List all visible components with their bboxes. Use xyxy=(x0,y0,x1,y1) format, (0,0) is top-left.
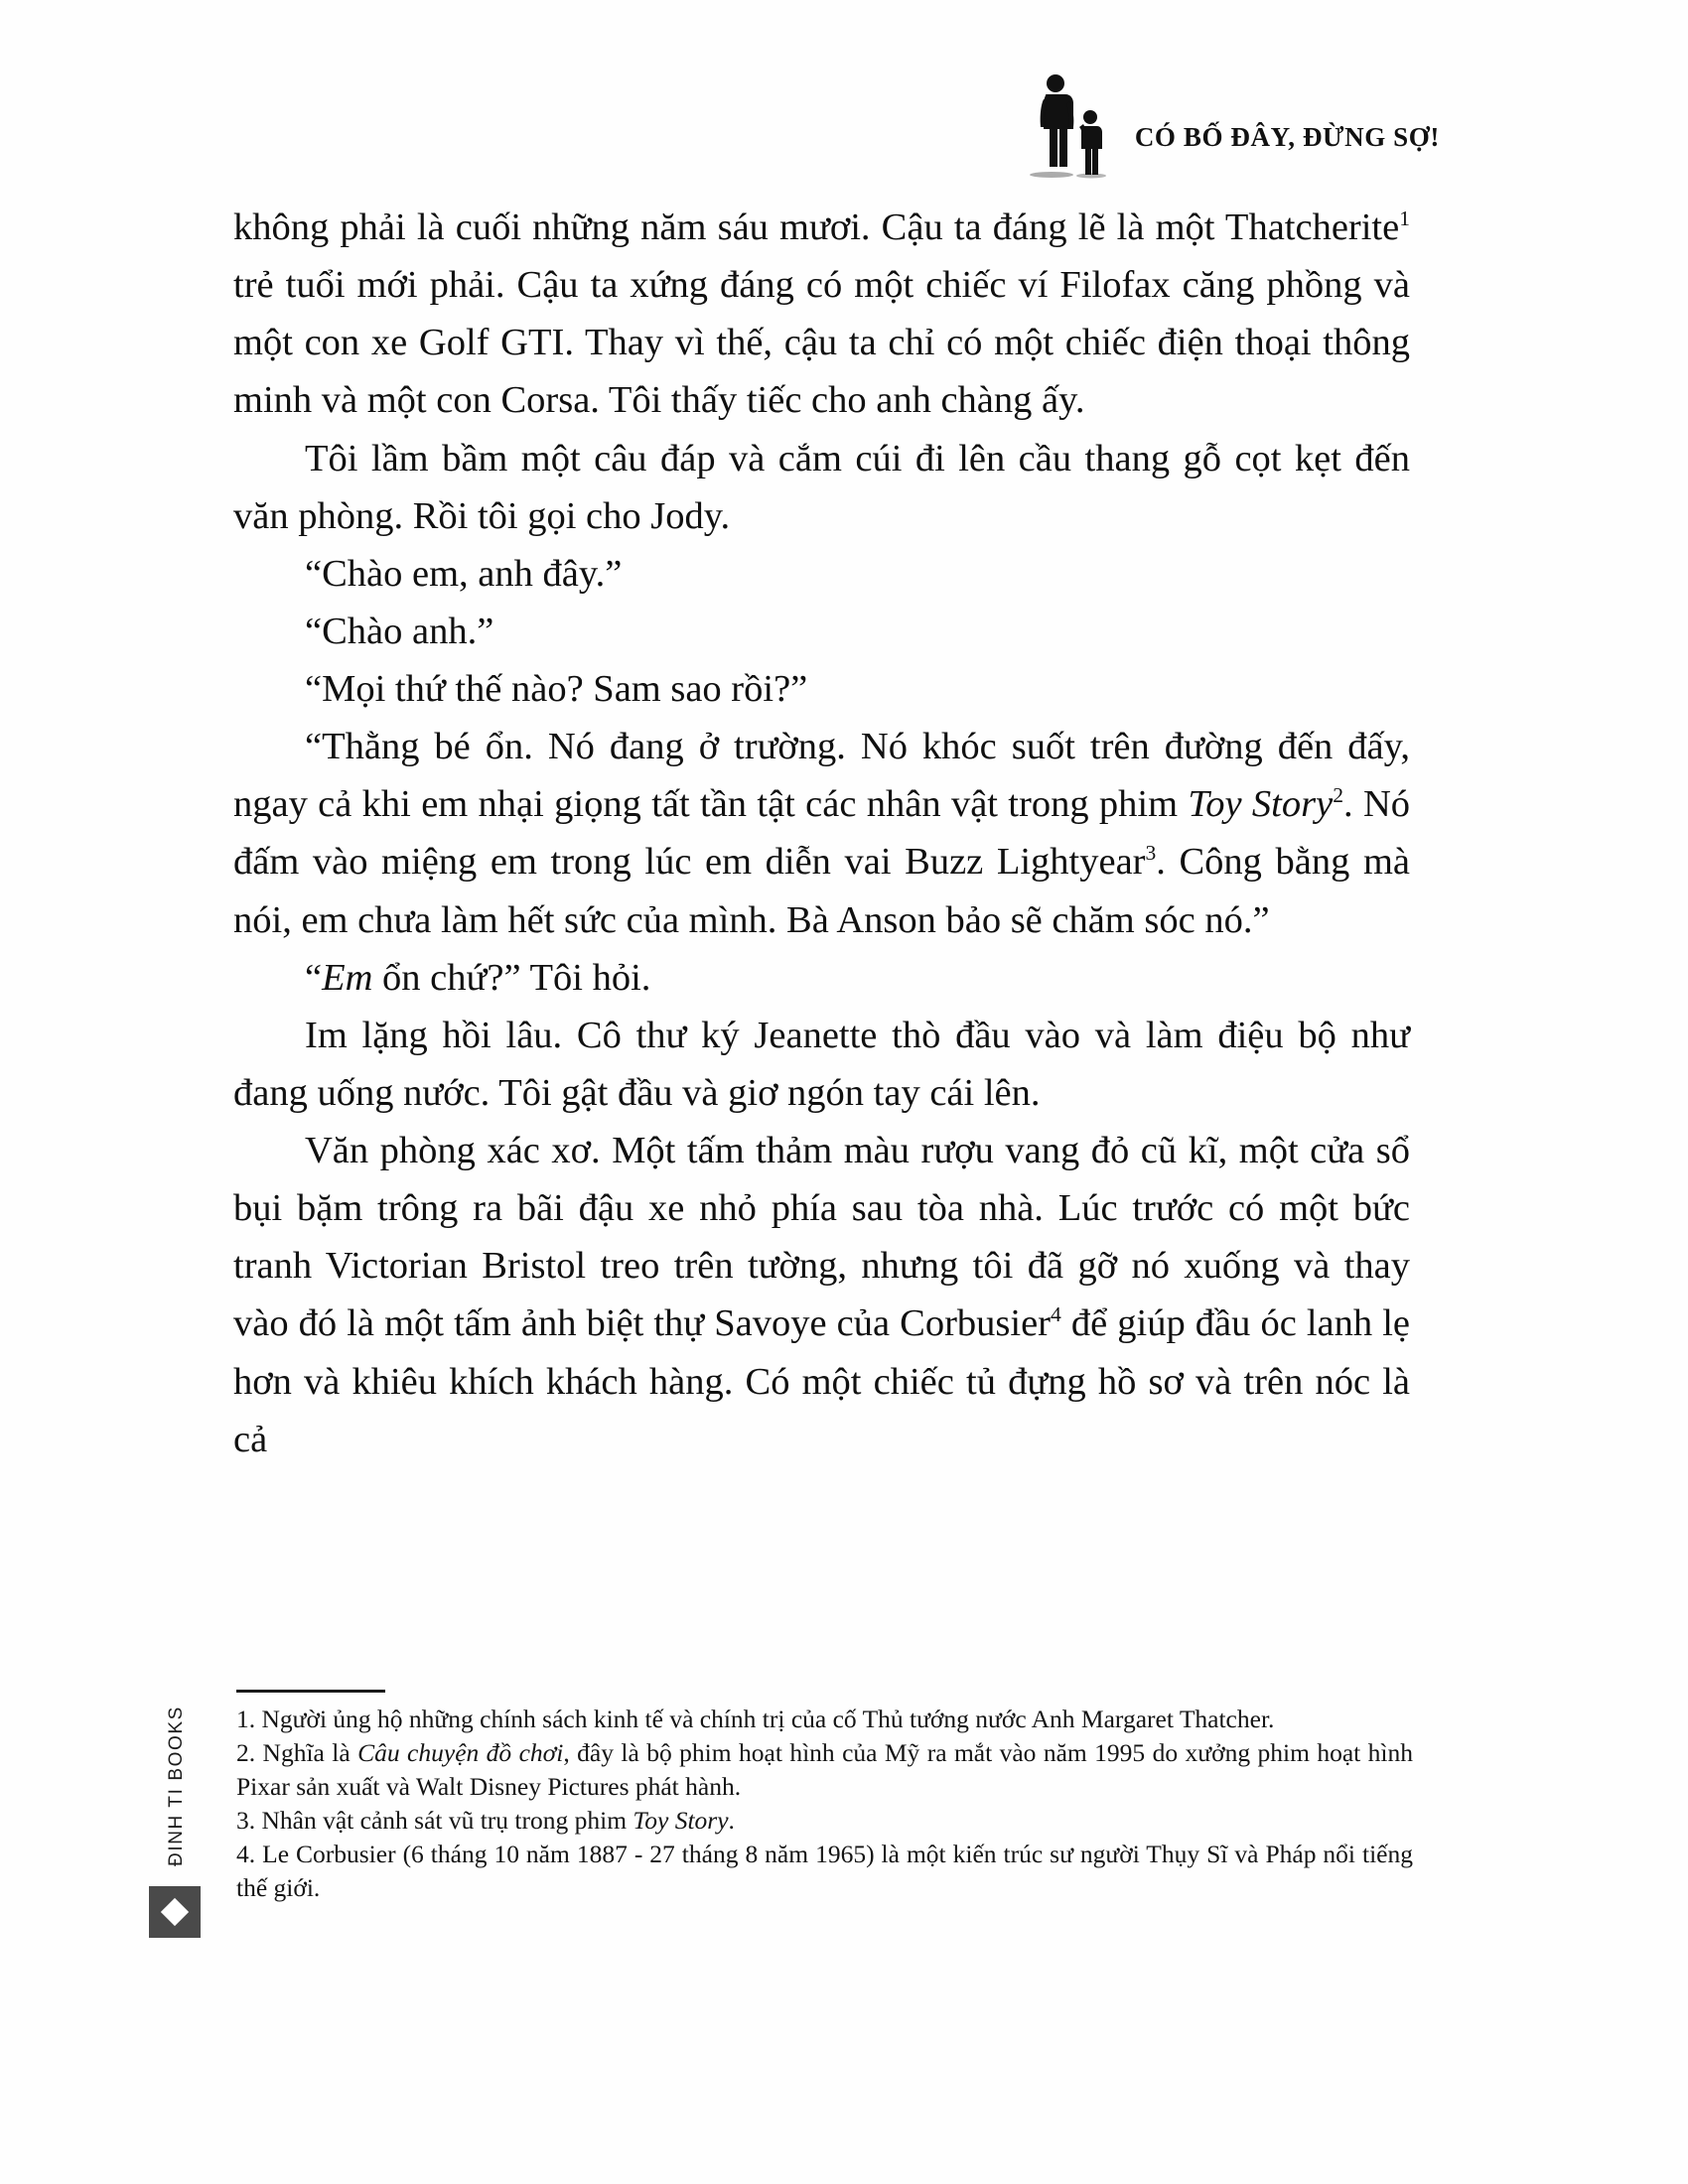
footnote-divider xyxy=(236,1690,385,1693)
body-paragraph: “Em ổn chứ?” Tôi hỏi. xyxy=(305,956,651,999)
body-paragraph: không phải là cuối những năm sáu mươi. Cậu ta đáng lẽ là một Thatcherite$^1$ trẻ tuổi mới phải. Cậu ta xứng đáng có một chiếc ví Filofax căng phồng và một con xe Golf GTI. Thay vì thế, cậu ta chỉ có một chiếc điện thoại thông minh và một con Corsa. Tôi thấy tiếc cho anh chàng ấy. xyxy=(233,206,1410,422)
footnote-item: 1. Người ủng hộ những chính sách kinh tế và chính trị của cố Thủ tướng nước Anh Margaret Thatcher. xyxy=(236,1705,1275,1733)
page-body xyxy=(233,199,1410,1468)
publisher-imprint xyxy=(149,1698,189,1936)
body-paragraph: Tôi lầm bầm một câu đáp và cắm cúi đi lên cầu thang gỗ cọt kẹt đến văn phòng. Rồi tôi gọi cho Jody. xyxy=(233,437,1410,537)
diamond-shape xyxy=(161,1898,189,1926)
body-paragraph: “Mọi thứ thế nào? Sam sao rồi?” xyxy=(305,668,808,710)
page-header xyxy=(1022,69,1440,179)
footnote-item: 4. Le Corbusier (6 tháng 10 năm 1887 - 27 tháng 8 năm 1965) là một kiến trúc sư người Thụy Sĩ và Pháp nổi tiếng thế giới. xyxy=(236,1839,1413,1902)
body-paragraph: Im lặng hồi lâu. Cô thư ký Jeanette thò đầu vào và làm điệu bộ như đang uống nước. Tôi gật đầu và giơ ngón tay cái lên. xyxy=(233,1014,1410,1114)
father-and-child-silhouette-icon xyxy=(1022,69,1117,179)
footnote-item: 2. Nghĩa là Câu chuyện đồ chơi, đây là bộ phim hoạt hình của Mỹ ra mắt vào năm 1995 do xưởng phim hoạt hình Pixar sản xuất và Walt Disney Pictures phát hành. xyxy=(236,1737,1414,1801)
body-paragraph: “Chào em, anh đây.” xyxy=(305,552,623,595)
running-title: CÓ BỐ ĐÂY, ĐỪNG SỢ! xyxy=(1134,122,1440,152)
body-paragraph: “Thằng bé ổn. Nó đang ở trường. Nó khóc suốt trên đường đến đấy, ngay cả khi em nhại giọng tất tần tật các nhân vật trong phim Toy Story$^2$. Nó đấm vào miệng em trong lúc em diễn vai Buzz Lightyear$^3$. Công bằng mà nói, em chưa làm hết sức của mình. Bà Anson bảo sẽ chăm sóc nó.” xyxy=(233,726,1410,941)
body-paragraph: “Chào anh.” xyxy=(305,610,494,652)
imprint-label: ĐINH TI BOOKS xyxy=(166,1706,187,1866)
footnote-list xyxy=(236,1703,1413,1904)
diamond-logo-icon xyxy=(149,1886,201,1938)
footnote-item: 3. Nhân vật cảnh sát vũ trụ trong phim Toy Story. xyxy=(236,1805,735,1835)
body-paragraph: Văn phòng xác xơ. Một tấm thảm màu rượu vang đỏ cũ kĩ, một cửa sổ bụi bặm trông ra bãi đậu xe nhỏ phía sau tòa nhà. Lúc trước có một bức tranh Victorian Bristol treo trên tường, nhưng tôi đã gỡ nó xuống và thay vào đó là một tấm ảnh biệt thự Savoye của Corbusier$^4$ để giúp đầu óc lanh lẹ hơn và khiêu khích khách hàng. Có một chiếc tủ đựng hồ sơ và trên nóc là cả xyxy=(233,1130,1410,1460)
